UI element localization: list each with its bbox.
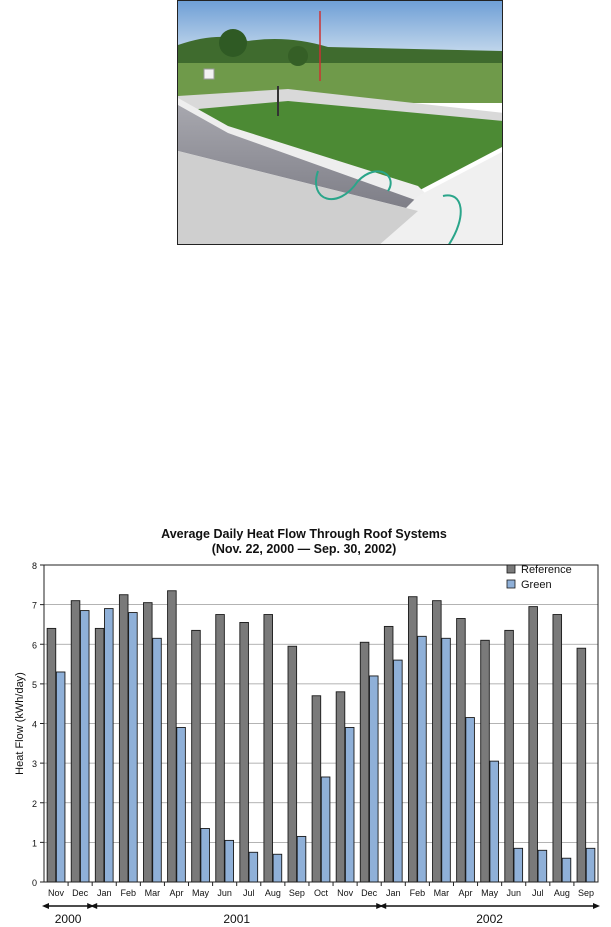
x-tick-label: Oct [313,888,329,898]
chart-title: Average Daily Heat Flow Through Roof Systems [161,527,447,541]
year-arrow-head [593,903,600,909]
bar-reference [408,597,417,882]
bar-reference [457,618,466,882]
bar-reference [216,615,225,882]
x-tick-label: Nov [337,888,354,898]
bar-green [201,829,210,882]
x-tick-label: Aug [264,888,281,898]
x-tick-label: Apr [458,888,473,898]
x-tick-label: Jun [506,888,521,898]
y-axis-ticks [32,561,44,888]
tree [288,46,308,66]
bar-reference [481,640,490,882]
year-label: 2002 [476,912,503,926]
bar-reference [553,615,562,882]
x-tick-label: Sep [288,888,305,898]
bar-green [153,638,162,882]
green-roof-illustration [178,1,503,245]
year-arrows [42,903,600,926]
legend-label-green: Green [521,579,552,591]
bar-reference [95,628,104,882]
bar-green [273,854,282,882]
y-tick-label: 0 [31,878,37,888]
bar-reference [71,601,80,882]
bar-green [80,611,89,882]
legend-label-reference: Reference [521,564,572,576]
bar-reference [47,628,56,882]
bar-reference [192,630,201,882]
bar-reference [168,591,177,882]
heat-flow-chart [0,520,611,927]
bar-green [369,676,378,882]
x-tick-label: Aug [553,888,570,898]
bar-reference [336,692,345,882]
x-tick-label: Dec [361,888,378,898]
x-tick-label: Jan [96,888,112,898]
x-tick-label: Jan [386,888,401,898]
y-axis-label: Heat Flow (kWh/day) [14,672,26,775]
bar-reference [143,603,152,882]
year-arrow-head [42,903,49,909]
bar-green [538,850,547,882]
x-tick-label: Feb [409,888,426,898]
bar-green [442,638,451,882]
legend-swatch-reference [507,565,515,573]
legend-swatch-green [507,580,515,588]
green-roof-photo [177,0,503,245]
bar-green [514,848,523,882]
bar-green [345,727,354,882]
chart-subtitle: (Nov. 22, 2000 — Sep. 30, 2002) [211,542,397,556]
sensor-box [204,69,214,79]
bar-reference [264,615,273,882]
bar-reference [119,595,128,882]
bar-reference [577,648,586,882]
bar-reference [505,630,514,882]
bar-reference [240,622,249,882]
x-tick-label: Mar [144,888,161,898]
bar-green [418,636,427,882]
bar-green [297,836,306,882]
year-label: 2001 [223,912,251,926]
x-tick-label: Mar [433,888,450,898]
bar-green [490,761,499,882]
x-tick-label: Jun [217,888,232,898]
bar-green [321,777,330,882]
x-tick-label: May [192,888,210,898]
x-tick-label: Feb [120,888,137,898]
x-tick-label: Nov [48,888,65,898]
bar-green [562,858,571,882]
bar-reference [529,607,538,882]
bar-green [177,727,186,882]
bar-reference [433,601,442,882]
bar-green [129,613,138,882]
y-tick-label: 8 [31,561,37,571]
x-tick-label: Jul [532,888,544,898]
bar-green [56,672,65,882]
tree [219,29,247,57]
bar-green [105,609,114,882]
bar-reference [288,646,297,882]
year-label: 2000 [54,912,82,926]
y-tick-label: 1 [31,838,37,849]
y-tick-label: 3 [31,759,37,770]
bar-green [249,852,258,882]
x-axis-ticks [48,882,594,898]
y-tick-label: 5 [31,679,37,690]
y-tick-label: 7 [31,600,37,611]
y-tick-label: 6 [31,640,37,651]
x-tick-label: Jul [242,888,255,898]
bar-series [47,591,595,882]
bar-green [586,848,595,882]
x-tick-label: May [481,888,499,898]
bar-reference [312,696,321,882]
bar-green [225,840,234,882]
bar-reference [360,642,369,882]
legend [507,564,572,591]
bar-reference [384,626,393,882]
bar-green [466,718,475,882]
x-tick-label: Sep [577,888,594,898]
y-tick-label: 2 [31,798,37,809]
year-arrow-head [90,903,97,909]
year-arrow-head [379,903,386,909]
x-tick-label: Dec [72,888,89,898]
y-tick-label: 4 [31,719,37,730]
x-tick-label: Apr [169,888,184,898]
bar-green [394,660,403,882]
